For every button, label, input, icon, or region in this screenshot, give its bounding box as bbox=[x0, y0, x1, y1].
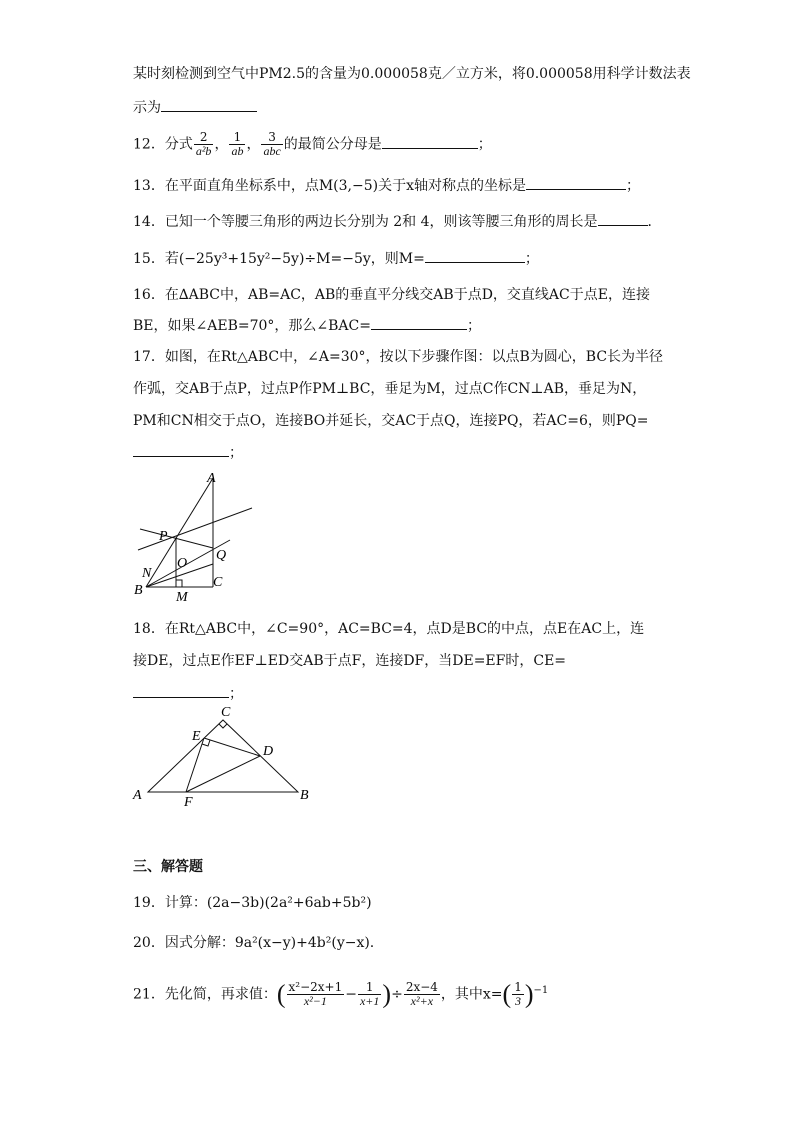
q14-text: 14．已知一个等腰三角形的两边长分别为 2和 4，则该等腰三角形的周长是 bbox=[133, 214, 598, 230]
q21-prefix: 21．先化简，再求值： bbox=[133, 986, 277, 1003]
q17-line1: 17．如图，在Rt△ABC中，∠A=30°，按以下步骤作图：以点B为圆心，BC长为半径 bbox=[133, 349, 664, 365]
q13-line: 13．在平面直角坐标系中，点M(3,−5)关于x轴对称点的坐标是 ； bbox=[133, 175, 640, 197]
q12-suffix: 的最简公分母是 bbox=[283, 136, 382, 153]
q11-line1: 某时刻检测到空气中PM2.5的含量为0.000058克／立方米，将0.000058用科学计数法表 bbox=[133, 66, 691, 82]
right-angle-m bbox=[176, 580, 182, 587]
q11-line2-text: 示为 bbox=[133, 100, 161, 116]
q21-exp: −1 bbox=[533, 985, 549, 996]
q16-line1: 16．在∆ABC中，AB=AC，AB的垂直平分线交AB于点D，交直线AC于点E，连接 bbox=[133, 287, 650, 303]
label-b: B bbox=[300, 788, 309, 803]
q16-answer-blank[interactable] bbox=[371, 315, 467, 330]
q18-line3: ； bbox=[133, 683, 243, 705]
q21-line: 21．先化简，再求值：( $\frac{\text{x²−2x+1}}{\text{x²−1}}$ − $\frac{1}{x+1}$ )÷ $\frac{2x-4}{\text{x²+x}}$ ，其中x=( $\frac{1}{3}$ )$^{-1}$ bbox=[133, 979, 549, 1009]
q21-div: ÷ bbox=[391, 986, 403, 1003]
label-f: F bbox=[184, 795, 193, 810]
q12-frac2: $\frac{1}{ab}$ bbox=[231, 130, 244, 158]
q17-line3: PM和CN相交于点O，连接BO并延长，交AC于点Q，连接PQ，若AC=6，则PQ= bbox=[133, 413, 649, 429]
q21-frac1: $\frac{\text{x²−2x+1}}{\text{x²−1}}$ bbox=[288, 980, 343, 1009]
q16-line2: BE，如果∠AEB=70°，那么∠BAC= ； bbox=[133, 315, 481, 337]
label-n: N bbox=[142, 566, 152, 581]
q17-figure bbox=[130, 470, 290, 605]
q12-frac3: $\frac{3}{\text{abc}}$ bbox=[263, 130, 281, 158]
q11-answer-blank[interactable] bbox=[161, 97, 257, 112]
label-p: P bbox=[159, 529, 168, 544]
q21-minus: − bbox=[345, 986, 357, 1003]
label-b: B bbox=[134, 583, 143, 598]
q15-answer-blank[interactable] bbox=[425, 248, 525, 263]
q20-line: 20．因式分解：9a²(x−y)+4b²(y−x). bbox=[133, 935, 375, 951]
q18-line2: 接DE，过点E作EF⊥ED交AB于点F，连接DF，当DE=EF时，CE= bbox=[133, 653, 567, 669]
section-3-title: 三、解答题 bbox=[133, 859, 203, 875]
q19-line: 19．计算：(2a−3b)(2a²+6ab+5b²) bbox=[133, 895, 372, 911]
q12-answer-blank[interactable] bbox=[382, 134, 478, 149]
q12-line: 12．分式 $\frac{2}{\text{a²b}}$ ， $\frac{1}{ab}$ ， $\frac{3}{\text{abc}}$ 的最简公分母是 ； bbox=[133, 130, 492, 158]
label-m: M bbox=[176, 590, 188, 605]
q12-prefix: 12．分式 bbox=[133, 136, 193, 153]
q21-frac3: $\frac{2x-4}{\text{x²+x}}$ bbox=[405, 980, 438, 1009]
label-a: A bbox=[207, 471, 216, 486]
q21-frac4: $\frac{1}{3}$ bbox=[514, 980, 522, 1009]
q18-answer-blank[interactable] bbox=[133, 683, 229, 698]
q16-line2-text: BE，如果∠AEB=70°，那么∠BAC= bbox=[133, 318, 371, 334]
q13-text: 13．在平面直角坐标系中，点M(3,−5)关于x轴对称点的坐标是 bbox=[133, 178, 526, 194]
label-d: D bbox=[263, 744, 274, 759]
segment-df bbox=[186, 756, 260, 792]
right-angle-c bbox=[219, 724, 227, 728]
q11-line2 bbox=[133, 97, 257, 119]
q17-line4: ； bbox=[133, 442, 243, 464]
q13-answer-blank[interactable] bbox=[526, 175, 626, 190]
q15-text: 15．若(−25y³+15y²−5y)÷M=−5y，则M= bbox=[133, 251, 425, 267]
q12-frac1: $\frac{2}{\text{a²b}}$ bbox=[195, 130, 212, 158]
triangle-abc bbox=[148, 720, 298, 792]
label-e: E bbox=[192, 729, 201, 744]
label-c: C bbox=[221, 705, 231, 720]
q15-line: 15．若(−25y³+15y²−5y)÷M=−5y，则M= ； bbox=[133, 248, 539, 270]
segment-ef bbox=[186, 738, 204, 792]
label-c: C bbox=[213, 575, 223, 590]
label-a: A bbox=[133, 788, 142, 803]
q21-frac2: $\frac{1}{x+1}$ bbox=[359, 980, 380, 1009]
q21-mid: ，其中x= bbox=[440, 986, 503, 1003]
label-o: O bbox=[177, 556, 188, 571]
label-q: Q bbox=[216, 548, 227, 563]
q18-line1: 18．在Rt△ABC中，∠C=90°，AC=BC=4，点D是BC的中点，点E在AC上，连 bbox=[133, 621, 645, 637]
q14-answer-blank[interactable] bbox=[598, 211, 648, 226]
q18-figure bbox=[128, 700, 328, 810]
q14-line: 14．已知一个等腰三角形的两边长分别为 2和 4，则该等腰三角形的周长是 ． bbox=[133, 211, 662, 233]
q17-answer-blank[interactable] bbox=[133, 442, 229, 457]
q17-line2: 作弧，交AB于点P，过点P作PM⊥BC，垂足为M，过点C作CN⊥AB，垂足为N， bbox=[133, 381, 647, 397]
